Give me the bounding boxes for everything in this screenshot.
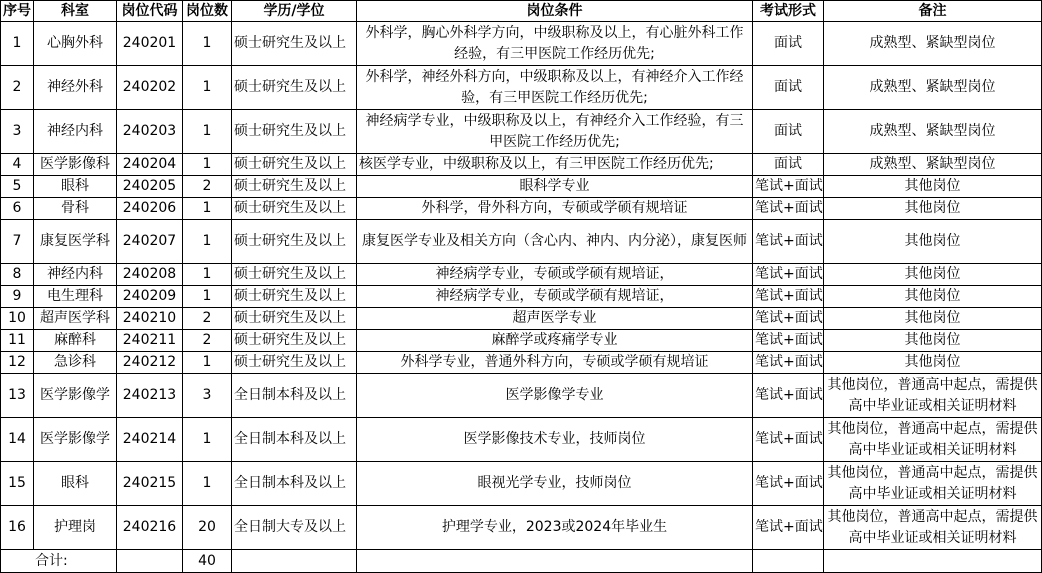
cell-code: 240212 bbox=[117, 352, 183, 374]
cell-count: 20 bbox=[183, 506, 232, 550]
cell-dept: 神经内科 bbox=[34, 110, 117, 154]
cell-code: 240216 bbox=[117, 506, 183, 550]
table-row bbox=[1, 66, 1042, 110]
table-row bbox=[1, 198, 1042, 220]
cell-note: 其他岗位 bbox=[824, 176, 1042, 198]
header-exam: 考试形式 bbox=[753, 1, 824, 22]
cell-cond: 超声医学专业 bbox=[357, 308, 753, 330]
cell-cond: 外科学，骨外科方向，专硕或学硕有规培证 bbox=[357, 198, 753, 220]
cell-code: 240210 bbox=[117, 308, 183, 330]
cell-code: 240206 bbox=[117, 198, 183, 220]
cell-code: 240204 bbox=[117, 154, 183, 176]
cell-note: 成熟型、紧缺型岗位 bbox=[824, 22, 1042, 66]
cell-code: 240209 bbox=[117, 286, 183, 308]
cell-edu: 全日制本科及以上 bbox=[232, 462, 357, 506]
cell-cond: 医学影像技术专业，技师岗位 bbox=[357, 418, 753, 462]
cell-count: 3 bbox=[183, 374, 232, 418]
total-empty-cell bbox=[232, 550, 357, 573]
header-note: 备注 bbox=[824, 1, 1042, 22]
cell-edu: 硕士研究生及以上 bbox=[232, 154, 357, 176]
table-row bbox=[1, 506, 1042, 550]
header-count: 岗位数 bbox=[183, 1, 232, 22]
cell-count: 1 bbox=[183, 286, 232, 308]
header-dept: 科室 bbox=[34, 1, 117, 22]
table-row bbox=[1, 462, 1042, 506]
cell-count: 1 bbox=[183, 66, 232, 110]
cell-cond: 外科学专业，普通外科方向，专硕或学硕有规培证 bbox=[357, 352, 753, 374]
cell-count: 1 bbox=[183, 264, 232, 286]
cell-note: 其他岗位 bbox=[824, 352, 1042, 374]
cell-dept: 骨科 bbox=[34, 198, 117, 220]
cell-code: 240211 bbox=[117, 330, 183, 352]
cell-seq: 8 bbox=[1, 264, 34, 286]
cell-note: 其他岗位，普通高中起点，需提供高中毕业证或相关证明材料 bbox=[824, 462, 1042, 506]
cell-code: 240215 bbox=[117, 462, 183, 506]
cell-edu: 全日制大专及以上 bbox=[232, 506, 357, 550]
cell-edu: 硕士研究生及以上 bbox=[232, 22, 357, 66]
cell-count: 2 bbox=[183, 308, 232, 330]
cell-cond: 康复医学专业及相关方向（含心内、神内、内分泌），康复医师 bbox=[357, 220, 753, 264]
table-row bbox=[1, 110, 1042, 154]
cell-exam: 笔试+面试 bbox=[753, 220, 824, 264]
cell-dept: 护理岗 bbox=[34, 506, 117, 550]
cell-note: 成熟型、紧缺型岗位 bbox=[824, 110, 1042, 154]
cell-cond: 神经病学专业，专硕或学硕有规培证， bbox=[357, 286, 753, 308]
cell-cond: 眼视光学专业，技师岗位 bbox=[357, 462, 753, 506]
cell-note: 其他岗位 bbox=[824, 286, 1042, 308]
cell-edu: 硕士研究生及以上 bbox=[232, 330, 357, 352]
table-row bbox=[1, 220, 1042, 264]
cell-note: 其他岗位 bbox=[824, 198, 1042, 220]
table-row bbox=[1, 286, 1042, 308]
cell-exam: 笔试+面试 bbox=[753, 352, 824, 374]
cell-edu: 硕士研究生及以上 bbox=[232, 264, 357, 286]
cell-note: 其他岗位 bbox=[824, 308, 1042, 330]
cell-exam: 笔试+面试 bbox=[753, 506, 824, 550]
cell-code: 240207 bbox=[117, 220, 183, 264]
header-seq: 序号 bbox=[1, 1, 34, 22]
cell-seq: 9 bbox=[1, 286, 34, 308]
cell-code: 240203 bbox=[117, 110, 183, 154]
total-count: 40 bbox=[183, 550, 232, 573]
cell-edu: 硕士研究生及以上 bbox=[232, 66, 357, 110]
cell-edu: 硕士研究生及以上 bbox=[232, 198, 357, 220]
cell-cond: 护理学专业，2023或2024年毕业生 bbox=[357, 506, 753, 550]
cell-dept: 眼科 bbox=[34, 462, 117, 506]
cell-exam: 笔试+面试 bbox=[753, 198, 824, 220]
cell-code: 240201 bbox=[117, 22, 183, 66]
cell-code: 240202 bbox=[117, 66, 183, 110]
cell-exam: 笔试+面试 bbox=[753, 418, 824, 462]
cell-edu: 硕士研究生及以上 bbox=[232, 220, 357, 264]
cell-note: 其他岗位 bbox=[824, 330, 1042, 352]
cell-seq: 4 bbox=[1, 154, 34, 176]
cell-edu: 全日制本科及以上 bbox=[232, 418, 357, 462]
cell-exam: 笔试+面试 bbox=[753, 374, 824, 418]
cell-dept: 医学影像学 bbox=[34, 374, 117, 418]
total-empty-cell bbox=[357, 550, 753, 573]
cell-exam: 笔试+面试 bbox=[753, 264, 824, 286]
cell-count: 1 bbox=[183, 352, 232, 374]
cell-exam: 面试 bbox=[753, 110, 824, 154]
cell-code: 240214 bbox=[117, 418, 183, 462]
cell-count: 1 bbox=[183, 110, 232, 154]
table-row bbox=[1, 352, 1042, 374]
cell-code: 240205 bbox=[117, 176, 183, 198]
header-row bbox=[1, 1, 1042, 22]
header-edu: 学历/学位 bbox=[232, 1, 357, 22]
total-empty-cell bbox=[117, 550, 183, 573]
cell-exam: 笔试+面试 bbox=[753, 330, 824, 352]
cell-count: 2 bbox=[183, 330, 232, 352]
cell-exam: 笔试+面试 bbox=[753, 286, 824, 308]
cell-count: 2 bbox=[183, 176, 232, 198]
cell-note: 其他岗位 bbox=[824, 220, 1042, 264]
cell-seq: 16 bbox=[1, 506, 34, 550]
cell-cond: 医学影像学专业 bbox=[357, 374, 753, 418]
table-row bbox=[1, 176, 1042, 198]
cell-dept: 电生理科 bbox=[34, 286, 117, 308]
total-empty-cell bbox=[824, 550, 1042, 573]
cell-cond: 麻醉学或疼痛学专业 bbox=[357, 330, 753, 352]
cell-note: 其他岗位，普通高中起点，需提供高中毕业证或相关证明材料 bbox=[824, 506, 1042, 550]
cell-note: 其他岗位 bbox=[824, 264, 1042, 286]
cell-count: 1 bbox=[183, 418, 232, 462]
cell-cond: 核医学专业，中级职称及以上，有三甲医院工作经历优先; bbox=[357, 154, 753, 176]
table-row bbox=[1, 154, 1042, 176]
cell-count: 1 bbox=[183, 462, 232, 506]
cell-seq: 13 bbox=[1, 374, 34, 418]
cell-dept: 神经内科 bbox=[34, 264, 117, 286]
cell-note: 其他岗位，普通高中起点，需提供高中毕业证或相关证明材料 bbox=[824, 418, 1042, 462]
cell-seq: 6 bbox=[1, 198, 34, 220]
cell-code: 240208 bbox=[117, 264, 183, 286]
cell-dept: 眼科 bbox=[34, 176, 117, 198]
cell-dept: 麻醉科 bbox=[34, 330, 117, 352]
table-row bbox=[1, 330, 1042, 352]
table-row bbox=[1, 308, 1042, 330]
header-cond: 岗位条件 bbox=[357, 1, 753, 22]
cell-seq: 1 bbox=[1, 22, 34, 66]
cell-cond: 外科学，神经外科方向，中级职称及以上，有神经介入工作经验，有三甲医院工作经历优先; bbox=[357, 66, 753, 110]
cell-cond: 眼科学专业 bbox=[357, 176, 753, 198]
cell-count: 1 bbox=[183, 198, 232, 220]
cell-exam: 面试 bbox=[753, 66, 824, 110]
cell-exam: 笔试+面试 bbox=[753, 462, 824, 506]
table-row bbox=[1, 374, 1042, 418]
cell-dept: 医学影像科 bbox=[34, 154, 117, 176]
cell-dept: 急诊科 bbox=[34, 352, 117, 374]
total-empty-cell bbox=[753, 550, 824, 573]
cell-dept: 心胸外科 bbox=[34, 22, 117, 66]
cell-seq: 7 bbox=[1, 220, 34, 264]
cell-exam: 面试 bbox=[753, 154, 824, 176]
cell-note: 成熟型、紧缺型岗位 bbox=[824, 66, 1042, 110]
cell-dept: 神经外科 bbox=[34, 66, 117, 110]
table-row bbox=[1, 264, 1042, 286]
cell-edu: 硕士研究生及以上 bbox=[232, 176, 357, 198]
cell-seq: 3 bbox=[1, 110, 34, 154]
cell-edu: 硕士研究生及以上 bbox=[232, 352, 357, 374]
cell-exam: 笔试+面试 bbox=[753, 308, 824, 330]
cell-edu: 硕士研究生及以上 bbox=[232, 110, 357, 154]
cell-seq: 11 bbox=[1, 330, 34, 352]
cell-cond: 神经病学专业，中级职称及以上，有神经介入工作经验，有三甲医院工作经历优先; bbox=[357, 110, 753, 154]
cell-dept: 超声医学科 bbox=[34, 308, 117, 330]
cell-seq: 15 bbox=[1, 462, 34, 506]
total-row bbox=[1, 550, 1042, 573]
cell-cond: 外科学，胸心外科学方向，中级职称及以上，有心脏外科工作经验，有三甲医院工作经历优先; bbox=[357, 22, 753, 66]
cell-seq: 14 bbox=[1, 418, 34, 462]
cell-exam: 笔试+面试 bbox=[753, 176, 824, 198]
total-label: 合计: bbox=[1, 550, 117, 573]
cell-cond: 神经病学专业，专硕或学硕有规培证， bbox=[357, 264, 753, 286]
cell-count: 1 bbox=[183, 154, 232, 176]
table-row bbox=[1, 22, 1042, 66]
header-code: 岗位代码 bbox=[117, 1, 183, 22]
table-row bbox=[1, 418, 1042, 462]
cell-dept: 康复医学科 bbox=[34, 220, 117, 264]
cell-seq: 5 bbox=[1, 176, 34, 198]
cell-note: 成熟型、紧缺型岗位 bbox=[824, 154, 1042, 176]
cell-seq: 12 bbox=[1, 352, 34, 374]
cell-note: 其他岗位，普通高中起点，需提供高中毕业证或相关证明材料 bbox=[824, 374, 1042, 418]
cell-edu: 全日制本科及以上 bbox=[232, 374, 357, 418]
cell-count: 1 bbox=[183, 22, 232, 66]
cell-edu: 硕士研究生及以上 bbox=[232, 308, 357, 330]
cell-edu: 硕士研究生及以上 bbox=[232, 286, 357, 308]
cell-dept: 医学影像学 bbox=[34, 418, 117, 462]
cell-seq: 2 bbox=[1, 66, 34, 110]
cell-count: 1 bbox=[183, 220, 232, 264]
cell-code: 240213 bbox=[117, 374, 183, 418]
cell-exam: 面试 bbox=[753, 22, 824, 66]
cell-seq: 10 bbox=[1, 308, 34, 330]
